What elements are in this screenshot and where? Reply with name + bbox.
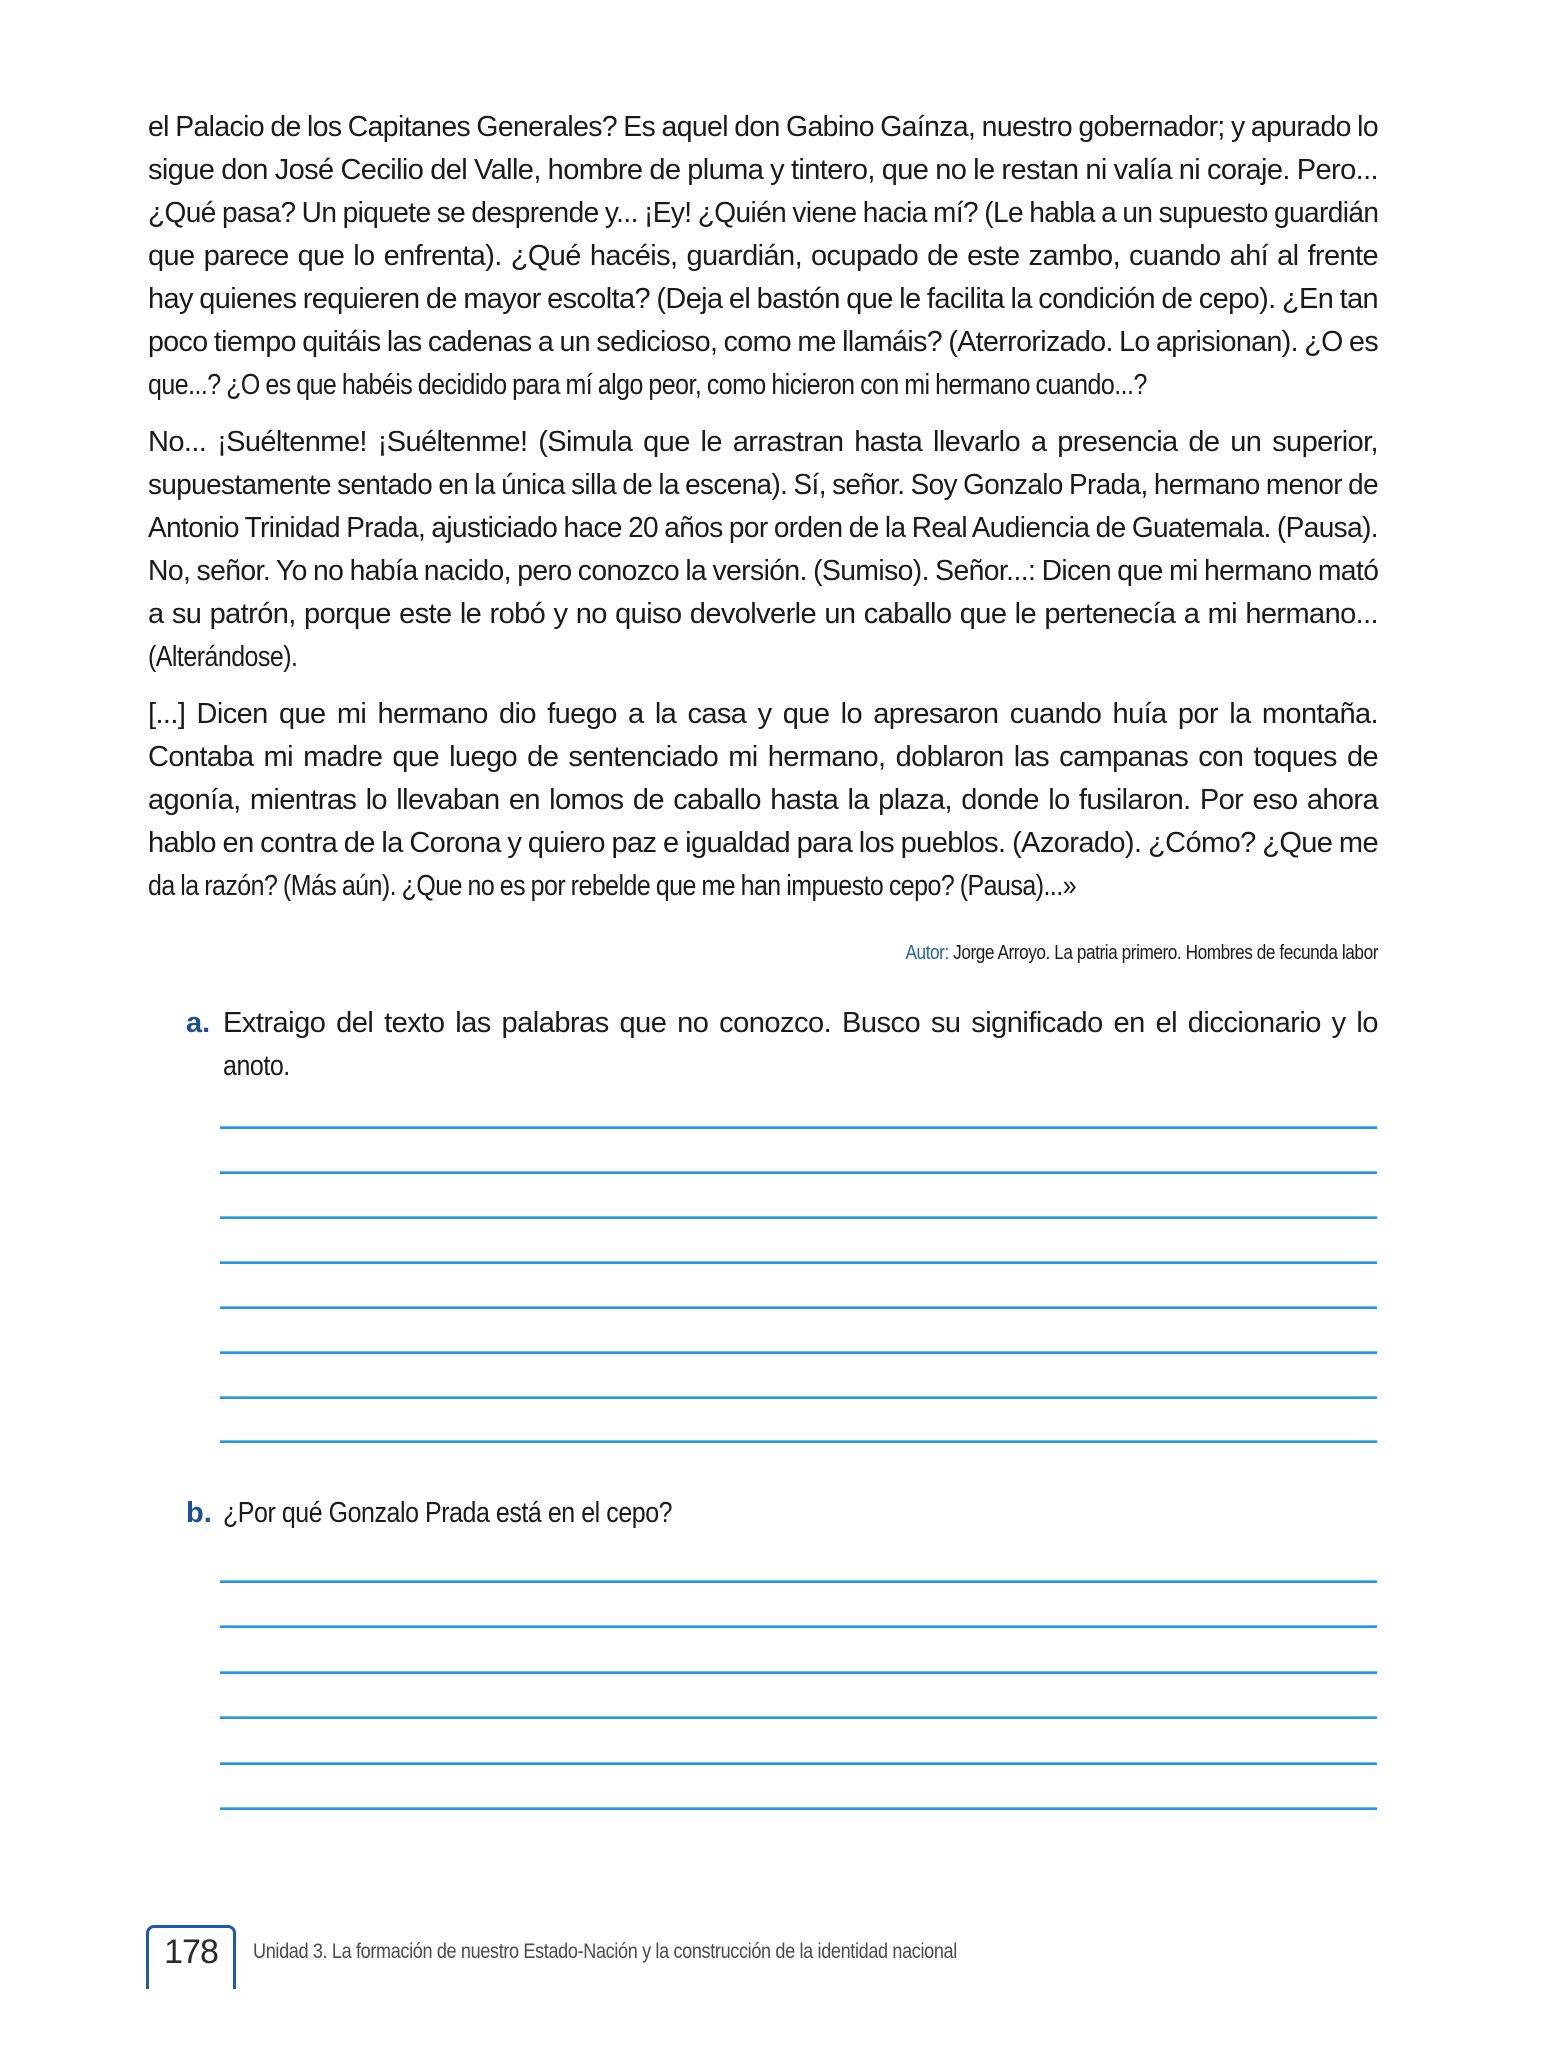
text-line: Extraigo del texto las palabras que no conozco. Busco su significado en el diccionario y lo [223, 1007, 1378, 1039]
answer-line[interactable] [220, 1126, 1377, 1129]
text-line: supuestamente sentado en la única silla de la escena). Sí, señor. Soy Gonzalo Prada, hermano menor de [148, 469, 1378, 501]
unit-title: Unidad 3. La formación de nuestro Estado-Nación y la construcción de la identidad nacional [253, 1940, 957, 1963]
text-line: anoto. [223, 1050, 290, 1082]
answer-line[interactable] [220, 1762, 1377, 1765]
text-line: poco tiempo quitáis las cadenas a un sedicioso, como me llamáis? (Aterrorizado. Lo aprisionan). ¿O es [148, 326, 1378, 358]
text-line: ¿Qué pasa? Un piquete se desprende y... ¡Ey! ¿Quién viene hacia mí? (Le habla a un supuesto guardián [148, 197, 1379, 229]
citation-text: Jorge Arroyo. La patria primero. Hombres de fecunda labor [948, 942, 1378, 964]
text-line: hay quienes requieren de mayor escolta? (Deja el bastón que le facilita la condición de cepo). ¿En tan [148, 283, 1379, 315]
answer-line[interactable] [220, 1351, 1377, 1354]
answer-line[interactable] [220, 1171, 1377, 1174]
text-line: No, señor. Yo no había nacido, pero conozco la versión. (Sumiso). Señor...: Dicen que mi hermano mató [148, 555, 1379, 587]
text-line: agonía, mientras lo llevaban en lomos de caballo hasta la plaza, donde lo fusilaron. Por eso ahora [148, 784, 1378, 816]
source-citation [320, 942, 1378, 965]
author-label: Autor: [905, 942, 949, 964]
question-text [223, 1002, 1378, 1088]
text-line: sigue don José Cecilio del Valle, hombre de pluma y tintero, que no le restan ni valía ni coraje. Pero... [148, 154, 1378, 186]
text-line: (Alterándose). [148, 641, 298, 673]
question-label: a. [186, 1007, 211, 1039]
text-line: [...] Dicen que mi hermano dio fuego a la casa y que lo apresaron cuando huía por la montaña. [148, 698, 1378, 730]
question-text [223, 1492, 1378, 1535]
text-line: a su patrón, porque este le robó y no quiso devolverle un caballo que le pertenecía a mi hermano... [148, 598, 1378, 630]
answer-line[interactable] [220, 1671, 1377, 1674]
text-line: No... ¡Suéltenme! ¡Suéltenme! (Simula que le arrastran hasta llevarlo a presencia de un superior, [148, 426, 1378, 458]
page-number: 178 [164, 1933, 218, 1971]
paragraph-3 [148, 693, 1378, 908]
answer-line[interactable] [220, 1306, 1377, 1309]
answer-line[interactable] [220, 1807, 1377, 1810]
text-line: Antonio Trinidad Prada, ajusticiado hace 20 años por orden de la Real Audiencia de Guatemala. (Pausa). [148, 512, 1378, 544]
text-line: Contaba mi madre que luego de sentenciado mi hermano, doblaron las campanas con toques de [148, 741, 1378, 773]
text-line: que parece que lo enfrenta). ¿Qué hacéis, guardián, ocupado de este zambo, cuando ahí al frente [148, 240, 1378, 272]
answer-line[interactable] [220, 1580, 1377, 1583]
question-label: b. [186, 1497, 212, 1529]
text-line: el Palacio de los Capitanes Generales? Es aquel don Gabino Gaínza, nuestro gobernador; y apurado lo [148, 111, 1378, 143]
reading-passage [148, 106, 1378, 922]
answer-line[interactable] [220, 1396, 1377, 1399]
answer-line[interactable] [220, 1716, 1377, 1719]
paragraph-1 [148, 106, 1378, 407]
text-line: ¿Por qué Gonzalo Prada está en el cepo? [223, 1497, 673, 1529]
text-line: que...? ¿O es que habéis decidido para mí algo peor, como hicieron con mi hermano cuando...? [148, 369, 1147, 401]
text-line: da la razón? (Más aún). ¿Que no es por rebelde que me han impuesto cepo? (Pausa)...» [148, 870, 1077, 902]
answer-line[interactable] [220, 1440, 1377, 1443]
answer-line[interactable] [220, 1625, 1377, 1628]
paragraph-2 [148, 421, 1378, 679]
answer-line[interactable] [220, 1261, 1377, 1264]
text-line: hablo en contra de la Corona y quiero paz e igualdad para los pueblos. (Azorado). ¿Cómo? ¿Que me [148, 827, 1378, 859]
answer-line[interactable] [220, 1216, 1377, 1219]
